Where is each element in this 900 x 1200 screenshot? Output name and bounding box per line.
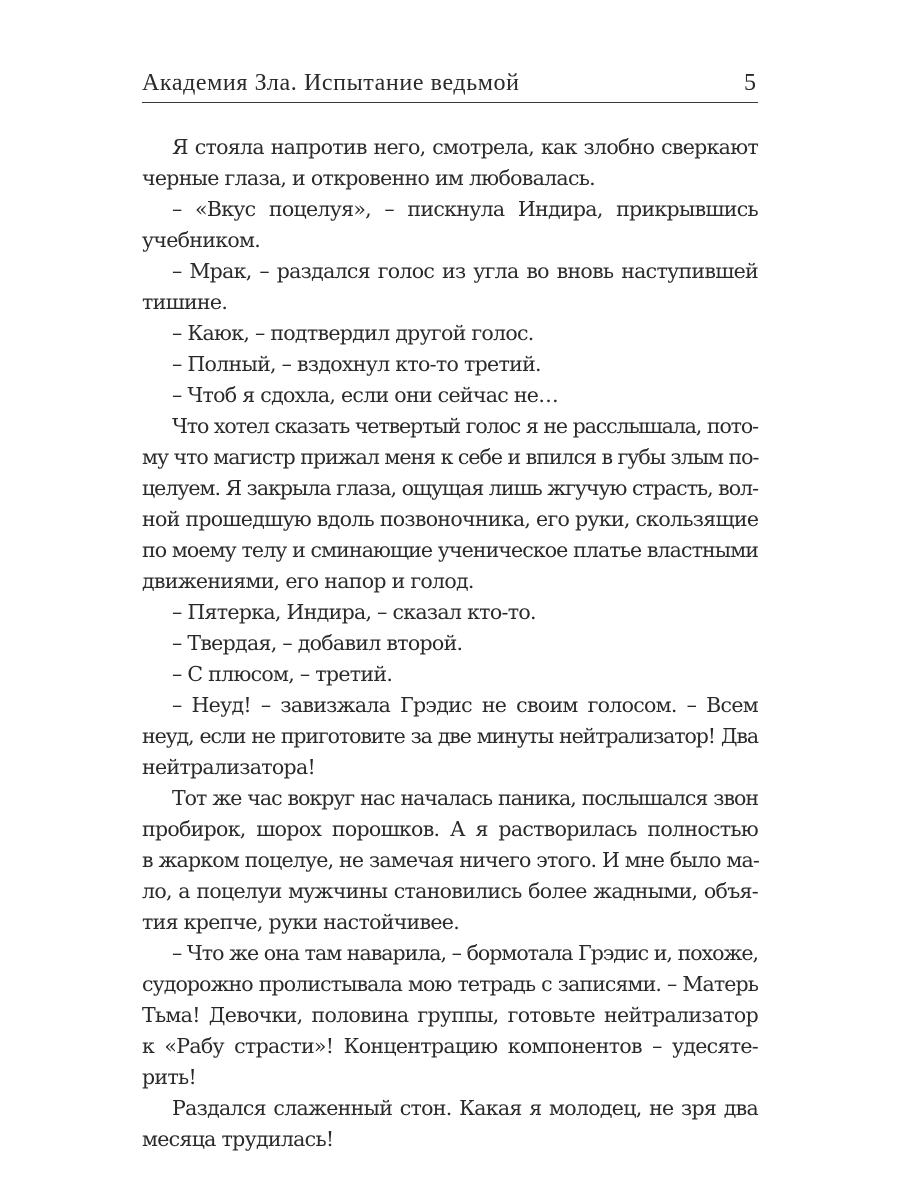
text-line: – Твердая, – добавил второй.	[172, 631, 463, 655]
text-line: ной прошедшую вдоль позвоночника, его руки, скользящие	[142, 507, 759, 531]
body-text	[142, 132, 758, 1155]
text-line: – Чтоб я сдохла, если они сейчас не…	[172, 383, 559, 407]
text-line: – Мрак, – раздался голос из угла во вновь наступившей	[172, 259, 758, 283]
text-line: – Пятерка, Индира, – сказал кто-то.	[172, 600, 536, 624]
running-title: Академия Зла. Испытание ведьмой	[142, 70, 520, 96]
text-line: ло, а поцелуи мужчины становились более жадными, объя-	[142, 879, 758, 903]
text-line: тишине.	[142, 290, 228, 314]
page-number: 5	[744, 70, 756, 96]
text-line: черные глаза, и откровенно им любовалась.	[142, 166, 596, 190]
text-line: – Неуд! – завизжала Грэдис не своим голосом. – Всем	[172, 693, 758, 717]
text-line: Раздался слаженный стон. Какая я молодец, не зря два	[172, 1096, 758, 1120]
text-line: месяца трудилась!	[142, 1127, 334, 1151]
text-line: – «Вкус поцелуя», – пискнула Индира, прикрывшись	[172, 197, 758, 221]
text-line: тия крепче, руки настойчивее.	[142, 910, 460, 934]
text-line: – Что же она там наварила, – бормотала Грэдис и, похоже,	[172, 941, 758, 965]
text-line: Тьма! Девочки, половина группы, готовьте нейтрализатор	[142, 1003, 758, 1027]
text-line: движениями, его напор и голод.	[142, 569, 474, 593]
text-line: Тот же час вокруг нас началась паника, послышался звон	[172, 786, 758, 810]
text-line: – Каюк, – подтвердил другой голос.	[172, 321, 534, 345]
running-header	[142, 66, 758, 103]
text-line: – Полный, – вздохнул кто-то третий.	[172, 352, 541, 376]
text-line: учебником.	[142, 228, 261, 252]
text-line: по моему телу и сминающие ученическое платье властными	[142, 538, 758, 562]
text-line: в жарком поцелуе, не замечая ничего этого. И мне было ма-	[142, 848, 760, 872]
text-line: неуд, если не приготовите за две минуты нейтрализатор! Два	[142, 724, 758, 748]
text-line: Что хотел сказать четвертый голос я не расслышала, пото-	[172, 414, 758, 438]
text-line: му что магистр прижал меня к себе и впился в губы злым по-	[142, 445, 759, 469]
text-line: рить!	[142, 1065, 197, 1089]
text-line: – С плюсом, – третий.	[172, 662, 393, 686]
text-line: к «Рабу страсти»! Концентрацию компонентов – удесяте-	[142, 1034, 758, 1058]
text-line: судорожно пролистывала мою тетрадь с записями. – Матерь	[142, 972, 758, 996]
text-line: целуем. Я закрыла глаза, ощущая лишь жгучую страсть, вол-	[142, 476, 758, 500]
text-line: Я стояла напротив него, смотрела, как злобно сверкают	[172, 135, 758, 159]
text-line: пробирок, шорох порошков. А я растворилась полностью	[142, 817, 758, 841]
text-line: нейтрализатора!	[142, 755, 315, 779]
